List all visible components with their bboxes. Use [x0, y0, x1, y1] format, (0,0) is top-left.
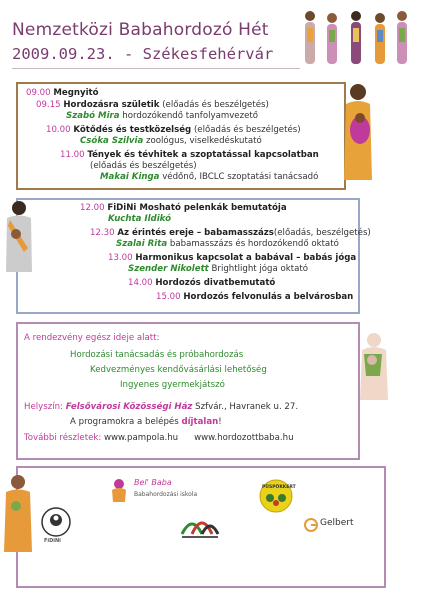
info-item: Ingyenes gyermekjátszó	[120, 380, 225, 390]
venue-line: Helyszín: Felsővárosi Közösségi Ház Szfvár., Havranek u. 27.	[24, 402, 299, 412]
puspokkert-name: PÜSPÖKKERT	[262, 485, 296, 490]
speaker-line: Csóka Szilvia zoológus, viselkedéskutató	[80, 136, 262, 146]
schedule-item: 11.00 Tények és tévhitek a szoptatással kapcsolatban	[60, 150, 319, 160]
babywearer-illustration	[0, 472, 36, 552]
more-info-line: További részletek: www.pampola.hu www.hordozottbaba.hu	[24, 433, 294, 443]
mother-baby-illustration	[336, 80, 382, 184]
fidini-name: FiDiNi	[44, 538, 61, 544]
speaker-line: Szender Nikolett Brightlight jóga oktató	[128, 264, 308, 274]
mother-baby-illustration	[352, 330, 394, 400]
speaker-line: Makai Kinga védőnő, IBCLC szoptatási tanácsadó	[100, 172, 319, 182]
link-hordozottbaba[interactable]: www.hordozottbaba.hu	[194, 433, 294, 443]
schedule-note: (előadás és beszélgetés)	[90, 161, 197, 171]
page-title: Nemzetközi Babahordozó Hét	[12, 20, 269, 40]
speaker-line: Szalai Rita babamasszázs és hordozókendő oktató	[116, 239, 339, 249]
schedule-item: 12.00 FiDiNi Mosható pelenkák bemutatója	[80, 203, 287, 213]
bel-baba-logo-icon	[108, 476, 130, 502]
puspokkert-logo-icon	[258, 478, 294, 514]
fidini-logo-icon	[40, 506, 72, 538]
speaker-line: Kuchta Ildikó	[108, 214, 171, 224]
wave-emblem-logo-icon	[178, 506, 222, 542]
gelbert-name: Gelbert	[320, 518, 354, 528]
free-entry-line: A programokra a belépés díjtalan!	[70, 417, 222, 427]
gelbert-logo-icon	[304, 518, 318, 532]
info-item: Kedvezményes kendővásárlási lehetőség	[90, 365, 267, 375]
info-item: Hordozási tanácsadás és próbahordozás	[70, 350, 244, 360]
bel-baba-subtitle: Babahordozási iskola	[134, 491, 198, 498]
info-intro: A rendezvény egész ideje alatt:	[24, 333, 160, 343]
schedule-item: 09.15 Hordozásra születik (előadás és beszélgetés)	[36, 100, 269, 110]
schedule-item: 15.00 Hordozós felvonulás a belvárosban	[156, 292, 354, 302]
title-divider	[12, 68, 300, 69]
bel-baba-name: Bel' Baba	[134, 478, 172, 487]
schedule-item: 14.00 Hordozós divatbemutató	[128, 278, 276, 288]
babywearer-illustration	[2, 198, 36, 272]
babywearing-figures-illustration	[296, 6, 418, 70]
schedule-item: 12.30 Az érintés ereje – babamasszázs(előadás, beszélgetés)	[90, 228, 371, 238]
schedule-item: 10.00 Kötődés és testközelség (előadás és beszélgetés)	[46, 125, 301, 135]
schedule-item: 09.00 Megnyitó	[26, 88, 99, 98]
link-pampola[interactable]: www.pampola.hu	[103, 433, 179, 443]
page-subtitle: 2009.09.23. - Székesfehérvár	[12, 45, 274, 63]
speaker-line: Szabó Mira hordozókendő tanfolyamvezető	[66, 111, 259, 121]
schedule-item: 13.00 Harmonikus kapcsolat a babával – babás jóga	[108, 253, 357, 263]
